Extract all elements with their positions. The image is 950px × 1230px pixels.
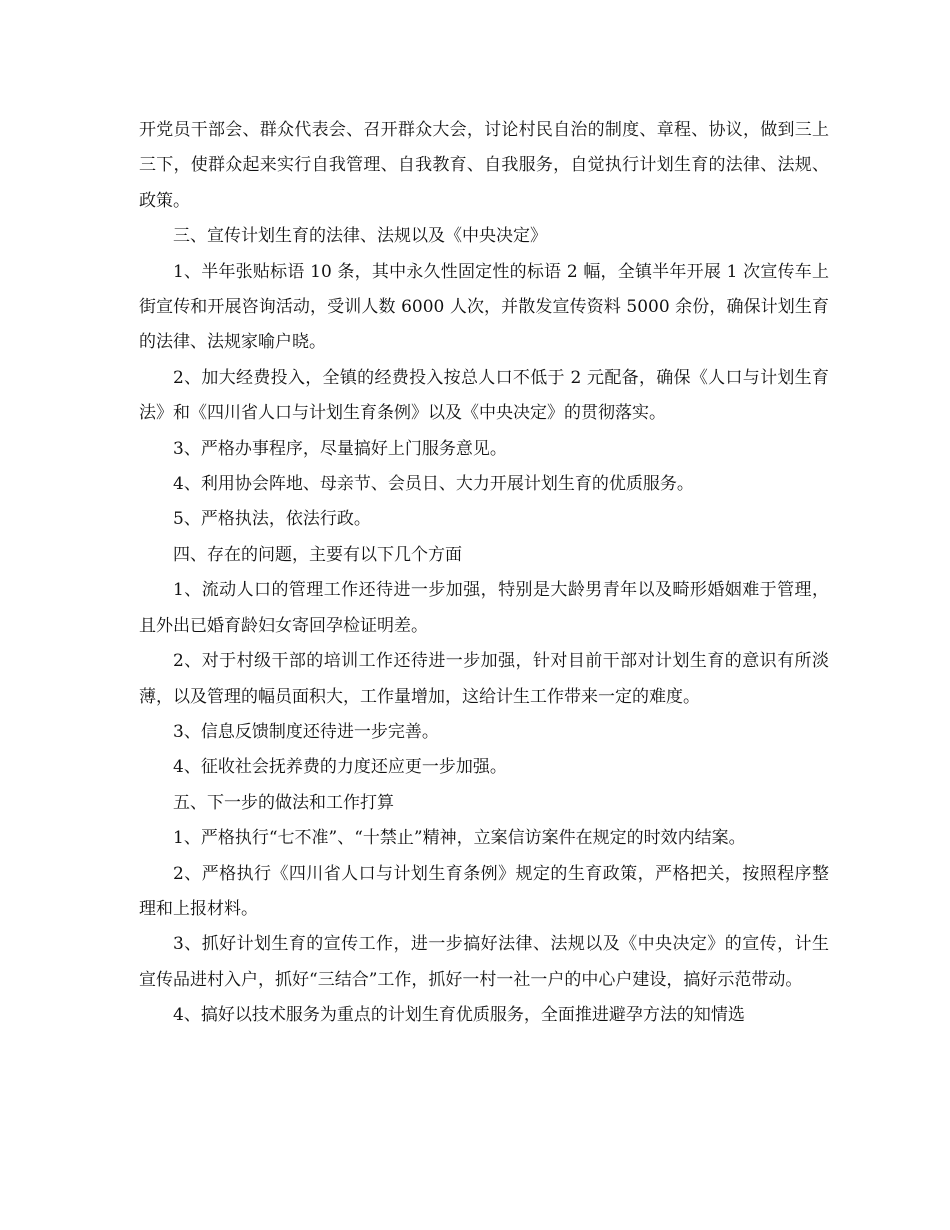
paragraph: 2、加大经费投入，全镇的经费投入按总人口不低于 2 元配备，确保《人口与计划生育法》和《四川省人口与计划生育条例》以及《中央决定》的贯彻落实。	[139, 367, 829, 424]
paragraph: 4、征收社会抚养费的力度还应更一步加强。	[173, 757, 507, 778]
paragraph: 3、严格办事程序，尽量搞好上门服务意见。	[173, 438, 507, 459]
paragraph: 5、严格执法，依法行政。	[173, 509, 371, 530]
document-body	[139, 113, 829, 1034]
paragraph: 1、流动人口的管理工作还待进一步加强，特别是大龄男青年以及畸形婚姻难于管理，且外出已婚育龄妇女寄回孕检证明差。	[139, 580, 829, 636]
paragraph: 2、对于村级干部的培训工作还待进一步加强，针对目前干部对计划生育的意识有所淡薄，以及管理的幅员面积大，工作量增加，这给计生工作带来一定的难度。	[139, 651, 829, 707]
paragraph-continuation: 开党员干部会、群众代表会、召开群众大会，讨论村民自治的制度、章程、协议，做到三上三下，使群众起来实行自我管理、自我教育、自我服务，自觉执行计划生育的法律、法规、政策。	[139, 120, 829, 211]
paragraph: 2、严格执行《四川省人口与计划生育条例》规定的生育政策，严格把关，按照程序整理和上报材料。	[139, 863, 829, 919]
section-heading-next-steps: 五、下一步的做法和工作打算	[173, 792, 394, 813]
paragraph: 1、严格执行“七不准”、“十禁止”精神，立案信访案件在规定的时效内结案。	[173, 828, 746, 849]
section-heading-problems: 四、存在的问题，主要有以下几个方面	[173, 544, 462, 565]
paragraph: 4、搞好以技术服务为重点的计划生育优质服务，全面推进避孕方法的知情选	[173, 1005, 745, 1026]
paragraph: 1、半年张贴标语 10 条，其中永久性固定性的标语 2 幅，全镇半年开展 1 次宣传车上街宣传和开展咨询活动，受训人数 6000 人次，并散发宣传资料 5000 余份，确保计划生育的法律、法规家喻户晓。	[139, 261, 829, 353]
paragraph: 3、信息反馈制度还待进一步完善。	[173, 721, 439, 742]
paragraph: 4、利用协会阵地、母亲节、会员日、大力开展计划生育的优质服务。	[173, 474, 694, 495]
paragraph: 3、抓好计划生育的宣传工作，进一步搞好法律、法规以及《中央决定》的宣传，计生宣传品进村入户，抓好“三结合”工作，抓好一村一社一户的中心户建设，搞好示范带动。	[139, 934, 829, 990]
section-heading-publicity: 三、宣传计划生育的法律、法规以及《中央决定》	[173, 226, 547, 247]
